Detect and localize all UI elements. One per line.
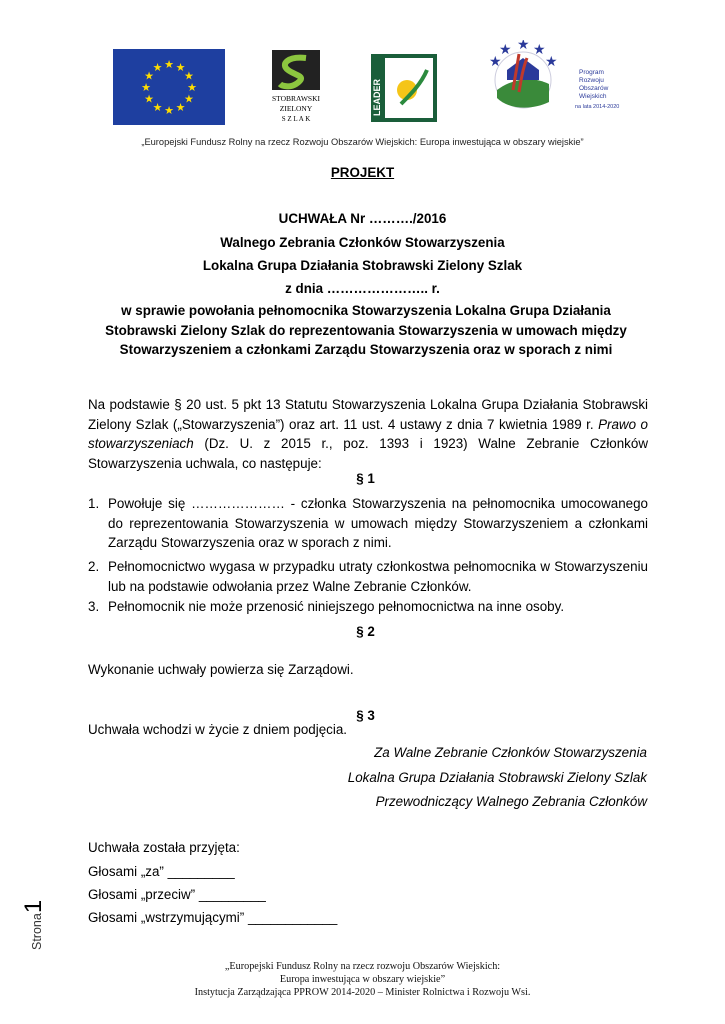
- list-item-number: 1.: [88, 496, 100, 511]
- leader-text: LEADER: [372, 78, 382, 116]
- votes-abstain: Głosami „wstrzymującymi” ____________: [88, 910, 338, 925]
- eu-star-icon: ★: [141, 81, 151, 94]
- preamble-act-name: Prawo o stowarzyszeniach: [88, 416, 648, 451]
- section-1-heading: § 1: [356, 471, 375, 486]
- szlak-line1: STOBRAWSKI: [271, 94, 321, 103]
- votes-for: Głosami „za” _________: [88, 864, 235, 879]
- eu-star-icon: ★: [175, 100, 186, 114]
- page-number: 1: [20, 899, 47, 914]
- projekt-heading: PROJEKT: [330, 165, 395, 180]
- votes-against: Głosami „przeciw” _________: [88, 887, 266, 902]
- signature-line-1: Za Walne Zebranie Członków Stowarzyszenia: [374, 745, 647, 760]
- eu-star-icon: ★: [164, 58, 174, 71]
- list-item-text: Pełnomocnictwo wygasa w przypadku utraty członkostwa pełnomocnika w Stowarzyszeniu lub na podstawie odwołania przez Walne Zebranie Członków.: [108, 559, 648, 594]
- eu-star-icon: ★: [152, 100, 163, 114]
- prow-text2: Rozwoju: [579, 77, 604, 84]
- footer-line-3: Instytucja Zarządzająca PPROW 2014-2020 – Minister Rolnictwa i Rozwoju Wsi.: [194, 987, 531, 998]
- s-logo-icon: [266, 46, 326, 128]
- szlak-line3: S Z L A K: [281, 115, 311, 123]
- svg-text:★: ★: [517, 40, 530, 52]
- svg-text:★: ★: [533, 41, 546, 57]
- list-item-text: Pełnomocnik nie może przenosić niniejszego pełnomocnictwa na inne osoby.: [108, 599, 565, 614]
- szlak-line2: ZIELONY: [279, 104, 313, 113]
- eu-star-icon: ★: [183, 69, 194, 83]
- signature-line-2: Lokalna Grupa Działania Stobrawski Zielony Szlak: [347, 770, 647, 785]
- prow-text4: Wiejskich: [579, 93, 607, 100]
- eu-star-icon: ★: [175, 61, 186, 75]
- page-label: [20, 900, 48, 950]
- eu-star-icon: ★: [144, 92, 155, 106]
- prow-logo-icon: [483, 40, 623, 116]
- leader-logo-icon: [371, 54, 437, 122]
- prow-text1: Program: [579, 69, 604, 76]
- preamble: [88, 395, 648, 473]
- resolution-number: UCHWAŁA Nr ………./2016: [278, 211, 447, 226]
- eu-star-icon: ★: [164, 104, 174, 117]
- prow-text5: na lata 2014-2020: [575, 104, 620, 110]
- list-item-number: 2.: [88, 559, 100, 574]
- list-item-number: 3.: [88, 599, 100, 614]
- svg-text:★: ★: [545, 53, 558, 69]
- eu-star-icon: ★: [152, 61, 163, 75]
- svg-text:★: ★: [489, 53, 502, 69]
- section-3-heading: § 3: [356, 708, 375, 723]
- resolution-subject: w sprawie powołania pełnomocnika Stowarzyszenia Lokalna Grupa Działania Stobrawski Zielony Szlak do reprezentowania Stowarzyszenia w umowach między Stowarzyszeniem a członkami Zarządu Stowarzyszenia oraz w sporach z nimi: [105, 303, 627, 357]
- eu-star-icon: ★: [187, 81, 197, 94]
- section-2-heading: § 2: [356, 624, 375, 639]
- footer-line-1: „Europejski Fundusz Rolny na rzecz rozwoju Obszarów Wiejskich:: [224, 961, 501, 972]
- footer-line-2: Europa inwestująca w obszary wiejskie”: [279, 974, 446, 985]
- preamble-part-a: Na podstawie § 20 ust. 5 pkt 13 Statutu Stowarzyszenia Lokalna Grupa Działania Stobrawski Zielony Szlak („Stowarzyszenia”) oraz art. 11 ust. 4 ustawy z dnia 7 kwietnia 1989 r.: [88, 397, 648, 432]
- signature-line-3: Przewodniczący Walnego Zebrania Członków: [375, 794, 647, 809]
- resolution-body: Walnego Zebrania Członków Stowarzyszenia: [220, 235, 505, 250]
- prow-text3: Obszarów: [579, 85, 609, 92]
- entry-into-force-clause: Uchwała wchodzi w życie z dniem podjęcia.: [88, 722, 347, 737]
- page-label-text: Strona: [30, 913, 44, 950]
- svg-text:★: ★: [499, 41, 512, 57]
- eu-flag-icon: [113, 49, 225, 125]
- list-item-text: Powołuje się ………………… - członka Stowarzyszenia na pełnomocnika umocowanego do reprezentowania Stowarzyszenia w umowach między Stowarzyszeniem a członkami Zarządu Stowarzyszenia oraz w sporach z nimi.: [108, 496, 648, 550]
- preamble-part-b: (Dz. U. z 2015 r., poz. 1393 i 1923) Walne Zebranie Członków Stowarzyszenia uchwala, co następuje:: [88, 436, 648, 471]
- eu-star-icon: ★: [144, 69, 155, 83]
- execution-clause: Wykonanie uchwały powierza się Zarządowi.: [88, 662, 354, 677]
- resolution-lgd: Lokalna Grupa Działania Stobrawski Zielony Szlak: [202, 258, 523, 273]
- votes-adopted: Uchwała została przyjęta:: [88, 840, 240, 855]
- header-caption: „Europejski Fundusz Rolny na rzecz Rozwoju Obszarów Wiejskich: Europa inwestująca w obszary wiejskie”: [141, 137, 584, 147]
- eu-star-icon: ★: [183, 92, 194, 106]
- resolution-date: z dnia ………………….. r.: [285, 281, 440, 296]
